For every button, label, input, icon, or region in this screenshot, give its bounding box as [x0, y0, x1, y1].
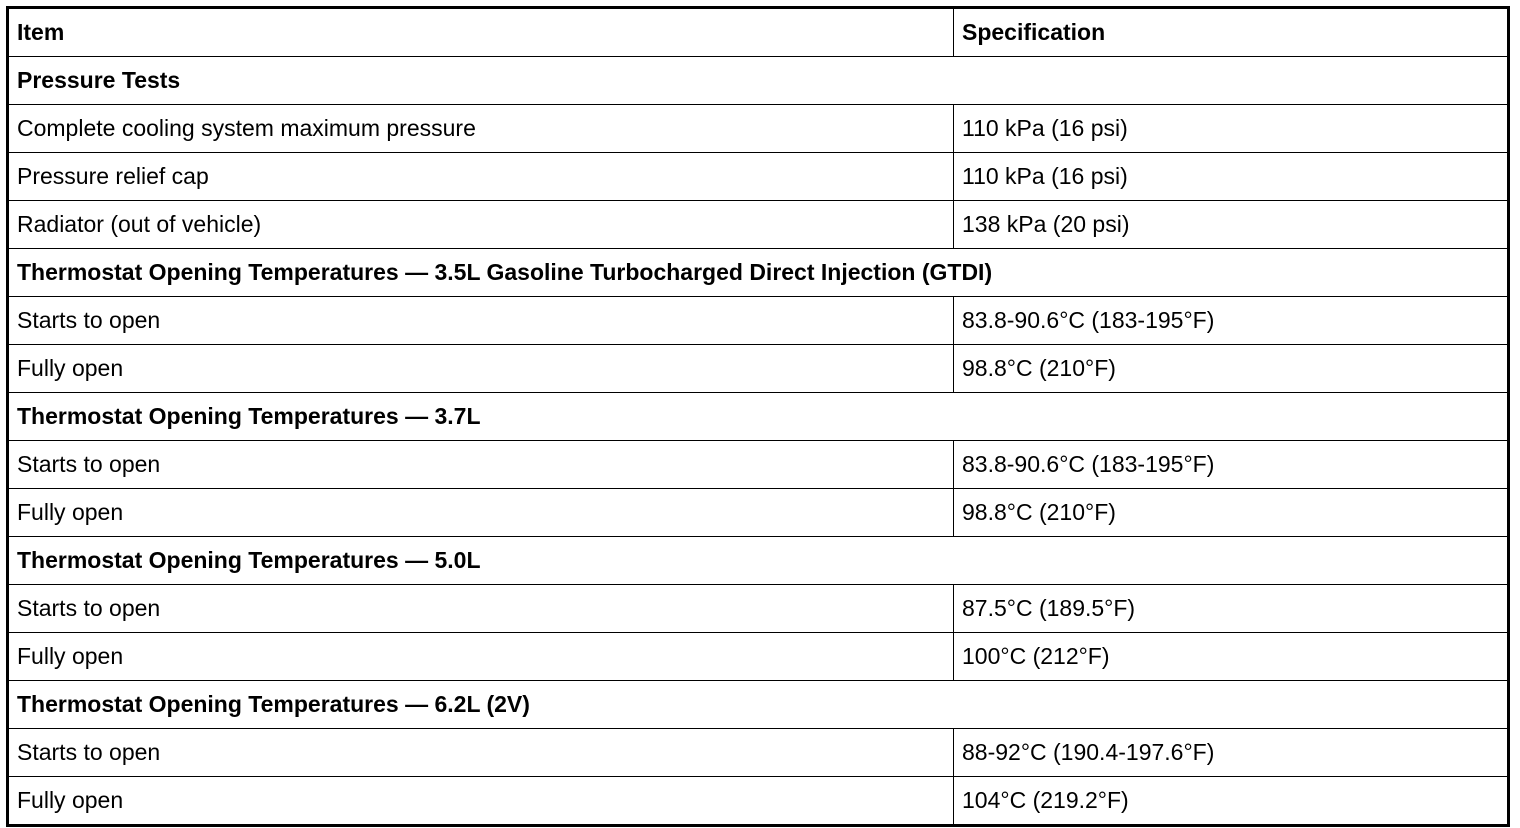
- item-cell: Starts to open: [8, 585, 954, 633]
- table-row: [8, 153, 1509, 201]
- section-title: Thermostat Opening Temperatures — 5.0L: [8, 537, 1509, 585]
- section-row-pressure-tests: [8, 57, 1509, 105]
- table-row: [8, 105, 1509, 153]
- item-cell: Pressure relief cap: [8, 153, 954, 201]
- item-cell: Fully open: [8, 777, 954, 826]
- section-row-thermostat-3-5l: [8, 249, 1509, 297]
- item-cell: Fully open: [8, 345, 954, 393]
- header-row: [8, 8, 1509, 57]
- table-row: [8, 441, 1509, 489]
- section-row-thermostat-5-0l: [8, 537, 1509, 585]
- item-cell: Fully open: [8, 489, 954, 537]
- section-title: Pressure Tests: [8, 57, 1509, 105]
- spec-cell: 104°C (219.2°F): [954, 777, 1509, 826]
- spec-cell: 88-92°C (190.4-197.6°F): [954, 729, 1509, 777]
- item-cell: Starts to open: [8, 441, 954, 489]
- spec-cell: 87.5°C (189.5°F): [954, 585, 1509, 633]
- spec-cell: 83.8-90.6°C (183-195°F): [954, 441, 1509, 489]
- specification-column-header: Specification: [954, 8, 1509, 57]
- table-row: [8, 729, 1509, 777]
- section-row-thermostat-6-2l: [8, 681, 1509, 729]
- item-column-header: Item: [8, 8, 954, 57]
- table-row: [8, 777, 1509, 826]
- section-row-thermostat-3-7l: [8, 393, 1509, 441]
- table-row: [8, 297, 1509, 345]
- spec-cell: 98.8°C (210°F): [954, 345, 1509, 393]
- table-row: [8, 345, 1509, 393]
- spec-cell: 110 kPa (16 psi): [954, 153, 1509, 201]
- item-cell: Fully open: [8, 633, 954, 681]
- section-title: Thermostat Opening Temperatures — 6.2L (2V): [8, 681, 1509, 729]
- section-title: Thermostat Opening Temperatures — 3.7L: [8, 393, 1509, 441]
- spec-cell: 110 kPa (16 psi): [954, 105, 1509, 153]
- spec-cell: 100°C (212°F): [954, 633, 1509, 681]
- specification-table: [6, 6, 1510, 827]
- item-cell: Starts to open: [8, 729, 954, 777]
- spec-cell: 83.8-90.6°C (183-195°F): [954, 297, 1509, 345]
- item-cell: Radiator (out of vehicle): [8, 201, 954, 249]
- spec-cell: 138 kPa (20 psi): [954, 201, 1509, 249]
- spec-cell: 98.8°C (210°F): [954, 489, 1509, 537]
- item-cell: Starts to open: [8, 297, 954, 345]
- item-cell: Complete cooling system maximum pressure: [8, 105, 954, 153]
- table-row: [8, 489, 1509, 537]
- table-row: [8, 633, 1509, 681]
- section-title: Thermostat Opening Temperatures — 3.5L Gasoline Turbocharged Direct Injection (GTDI): [8, 249, 1509, 297]
- table-row: [8, 585, 1509, 633]
- table-row: [8, 201, 1509, 249]
